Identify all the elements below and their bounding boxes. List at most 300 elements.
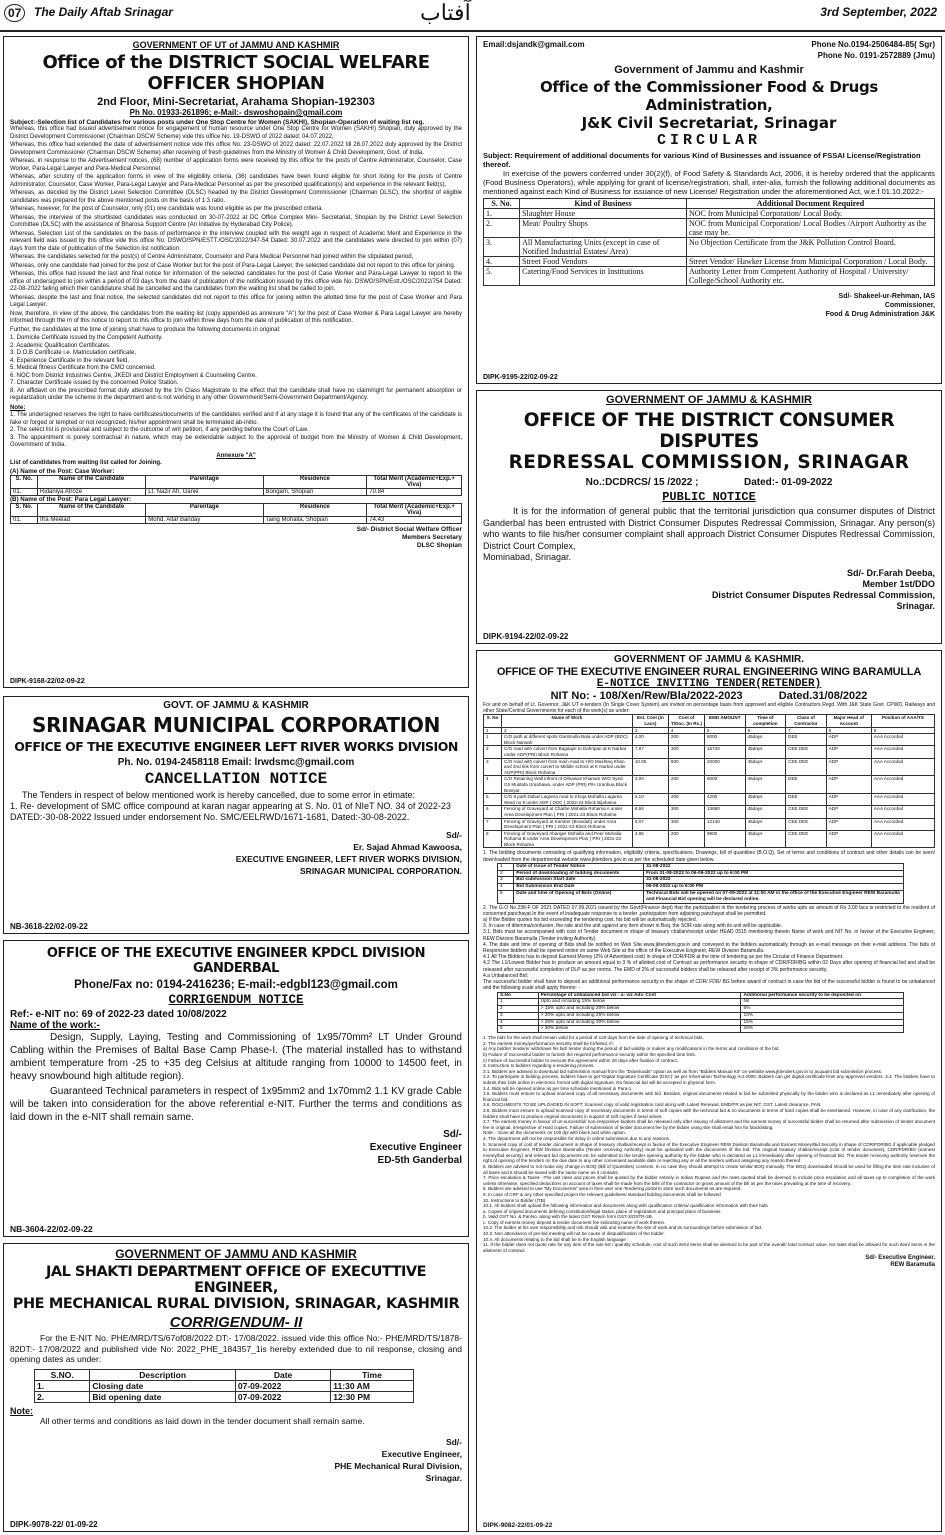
newspaper-logo: آفتاب	[420, 1, 471, 26]
col-header: S. No.	[484, 199, 520, 209]
table-header	[11, 475, 462, 488]
para: Whereas, the candidates selected for the post(s) of Centre Administrator, Counselor and Para Medical Personnel had joined within the stipulated period,	[10, 254, 414, 260]
dipk-number: DIPK-9168-22/02-09-22	[10, 678, 85, 685]
cell: 2.	[484, 219, 520, 238]
cell: 4	[484, 776, 502, 794]
cell: Fencing of Graveyard at Kamber (Brandub) under Area Development Plan ( PRI ) 2021-23 Block Rohama	[502, 818, 633, 830]
ad-body: It is for the information of general public that the territorial jurisdiction qua consumer disputes of District Ganderbal has been entrusted with District Consumer Disputes Redressal Commission, Srinagar. Any person(s) who wants to file his/her consumer complaint shall approach District Consumer Disputes Redressal Commission, District Court Complex,	[483, 506, 935, 551]
cell: 3	[632, 727, 668, 734]
cell: Date and time of Opening of Bids (Online)	[514, 891, 644, 904]
cell: 4.	[484, 257, 520, 267]
ad-office-title: OFFICE OF THE EXECUTIVE ENGINEER KPDCL DIVISION GANDERBAL	[46, 946, 426, 976]
ad-office-title: Office of the DISTRICT SOCIAL WELFARE OFFICER SHOPIAN	[42, 52, 430, 94]
cell: 1	[498, 863, 514, 870]
para: b) Failure of Successful bidder to furnish the required performance security within the specified time limit.	[483, 1052, 696, 1058]
para: 1. The bids for the work shall remain valid for a period of 120 days from the date of opening of technical bids.	[483, 1035, 704, 1041]
list-title: List of candidates from waiting list called for Joining.	[10, 460, 162, 466]
cell: Bid submission Start date	[514, 877, 644, 884]
cell: 4	[668, 727, 704, 734]
para: 1. The bidding documents consisting of qualifying information, eligibility criteria, specifications, Drawings, bill of quantities (B.O.Q), Set of terms and conditions of contract and other details can be seen/ downloaded from the departmental website www.jktenders.gov.in as per the scheduled date given below.	[483, 850, 935, 863]
note-label: Note:	[10, 404, 26, 411]
cell: 45days	[745, 746, 786, 758]
doc-item: 8. An affidavit on the prescribed format duly attested by the 1% Class Magistrate to the effect that the candidate shall have no claim/right for permanent absorption or regularization under the scheme in the department and is not working in any other Government/Semi-Government Department/Agency.	[10, 387, 462, 401]
post-b-label: (B) Name of the Post: Para Legal Lawyer:	[10, 495, 132, 503]
cell: From 31-08-2022 to 06-09-2022 up to 6:00 PM	[644, 870, 904, 877]
ad-notice-title: CORRIGENDUM NOTICE	[168, 993, 304, 1007]
terms-section-a	[483, 905, 935, 992]
ad-notice-title: CANCELLATION NOTICE	[144, 770, 328, 788]
doc-item: 6. NOC from District Industries Centre, JKEDI and District Employment & Counseling Centre.	[10, 372, 257, 379]
cell: AAA Accorded	[871, 794, 934, 806]
ad-contact: Phone/Fax no: 0194-2416236; E-mail:-edgbl123@gmail.com	[74, 979, 398, 991]
unbalanced-bid-table	[497, 992, 904, 1034]
cell: 4	[498, 884, 514, 891]
newspaper-name: The Daily Aftab Srinagar	[34, 5, 173, 19]
signature-line: Sd/-	[445, 1436, 462, 1447]
cell: Upto and including 15% below	[538, 999, 741, 1006]
cell: CEE DEE	[786, 818, 827, 830]
cell: Bongam, Shopian	[263, 488, 367, 495]
col-header: S.No	[498, 992, 539, 999]
para: Whereas, after scrutiny of the application forms in view of the eligibility criteria, (36) candidates have been found eligible for short listing for the posts of Centre Administrator, Counselor, Case Worker, Para-Legal Lawyer and Para-Medical Personnel as per the prescribed qualification(s) and experience in the relevant field(s),	[10, 174, 462, 188]
business-table	[483, 198, 935, 286]
dipk-number: NB-3618-22/02-09-22	[10, 922, 88, 931]
ad-reference	[483, 477, 935, 488]
table-row	[484, 727, 935, 734]
cell: 6.94	[632, 806, 668, 818]
cell: 5.	[484, 267, 520, 286]
cell: Fencing of Graveyard Ahanger Mohalla and Peer Mohalla Rohama B under Area Development Plan ( PRI ) 2021-23 Block Rohama	[502, 830, 633, 848]
cell: 6	[745, 727, 786, 734]
ad-gov-line: Government of Jammu and Kashmir	[614, 64, 804, 76]
cell: Mohd. Altaf Banday	[146, 516, 263, 523]
cell: 200	[668, 734, 704, 746]
cell: No Objection Certificate from the J&K Pollution Control Board.	[686, 238, 934, 257]
cell: 3.	[484, 238, 520, 257]
cell: 6	[484, 806, 502, 818]
doc-item: 4. Experience Certificate in the relevant field.	[10, 357, 130, 364]
signature-block	[483, 568, 935, 612]
ref-number: No.:DCDRCS/ 15 /2022 ;	[585, 477, 699, 488]
para: 3.5. Bidders must ensure to upload scanned copy of necessary documents in terms of soft copies with the technical bid & no documents in terms of hard copies shall be entertained. However, in case of any clarification, the bidders shall have to produce original documents in support of soft copies if need arises.	[483, 1108, 935, 1119]
table-row	[484, 746, 935, 758]
para: Whereas, only one candidate had joined for the post of Case Worker but for the post of Para-Legal Lawyer, the selected candidate did not report to this office for joining.	[10, 262, 456, 269]
cell: All Manufacturing Units (except in case of Notified Industrial Estates/ Area)	[520, 238, 687, 257]
table-row	[484, 219, 935, 238]
para: 10.4. All documents relating to the bid shall be in the English language	[483, 1236, 626, 1242]
col-header: Major Head of Account	[826, 715, 871, 727]
cell: 2	[498, 870, 514, 877]
para: Whereas, despite the last and final notice, the selected candidates did not report to this office for joining within the allotted time for the post of Case Worker and Para Legal Lawyer.	[10, 294, 462, 308]
signature-line: Srinagar.	[425, 1472, 462, 1483]
cell: 15%	[741, 1019, 903, 1026]
cell: C/O road with culvert from Bagdajie to Dahripan at K Narbal under ADP(PRI) Block Rohama	[502, 746, 633, 758]
cell: CEE DEE	[786, 806, 827, 818]
cell: Catering/Food Services in Institutions	[520, 267, 687, 286]
ad-contact: Ph No. 01933-261896; e-Mail:- dswoshopain@gmail.com	[129, 108, 343, 117]
cell: 4	[498, 1019, 539, 1026]
cell: NOC from Municipal Corporation/ Local Body.	[686, 209, 934, 219]
para: 10.3. Non attendance of pre-bid meeting will not be cause of disqualification of the bidder.	[483, 1231, 665, 1237]
para: b. Valid GST No. & PanNo. along with the latest GST Return form GST-3/GSTR-3B.	[483, 1214, 654, 1220]
col-header: S. No	[484, 715, 502, 727]
cell: 2	[484, 746, 502, 758]
table-row	[484, 257, 935, 267]
table-row	[11, 488, 462, 495]
note-text: All other terms and conditions as laid down in the tender document shall remain same.	[40, 1415, 365, 1426]
signature-line: Sd/-	[445, 830, 462, 840]
table-row	[498, 1026, 904, 1033]
cell: 13880	[704, 806, 745, 818]
cell: 31-08-2022	[644, 877, 904, 884]
ad-dswo-shopian	[3, 36, 469, 688]
table-header	[484, 715, 935, 727]
cell: 1	[498, 999, 539, 1006]
ad-office-title: PHE MECHANICAL RURAL DIVISION, SRINAGAR, KASHMIR	[12, 1296, 460, 1312]
ad-subject: Subject:-Selection list of Candidates for various posts under One Stop Centre for Women (SAKHI), Shopian-Operation of waiting list reg.	[10, 119, 425, 126]
cell: ADP	[826, 830, 871, 848]
note-item: 3. The appointment is purely contractual in nature, which may be extendable subject to the approval of budget from the Ministry of Women & Child Development, Government of India.	[10, 434, 462, 448]
para: 4.1 All The Bidders has to deposit Earnest Money (2% of Advertised cost) in shape of CDR/FDR at the time of tendering as per the Circular of Finance Department.	[483, 954, 844, 961]
ad-notice-title: CIRCULAR	[656, 132, 761, 149]
ad-body: The Tenders in respect of below mentioned work is hereby cancelled, due to some error in etimate:	[22, 790, 416, 800]
cell: Bid Submission End Date	[514, 884, 644, 891]
col-header: Position of AAA/TS	[871, 715, 934, 727]
para: 3. In case of dilemma/confusion, the rate and the unit against any item shown in Boq, the SOR rate along with its unit will be applicable.	[483, 923, 783, 930]
cell: 8	[484, 830, 502, 848]
table-row	[498, 863, 904, 870]
dipk-number: DIPK-9194-22/02-09-22	[483, 632, 569, 641]
para: 3.6. DOCUMENTS TO BE UPLOADED IN SOFT: Scanned copy of valid registration card along with Latest Renewal, EMD/FR as per NIT, GST, Latest clearance, PAN.	[483, 1102, 822, 1108]
col-header: Additional performance security to be deposited on	[741, 992, 903, 999]
para: 4. The department will not be responsible for delay in online submission due to any reasons.	[483, 1135, 671, 1141]
cell: 7	[484, 818, 502, 830]
cell: 45days	[745, 806, 786, 818]
table-row	[498, 870, 904, 877]
ad-intro: For and on behalf of Lt. Governor, J&K UT e-tenders (In Single Cover System) are invited on percentage basis from approved and eligible Contractors Regd. With J&K State Govt. CPWD, Railways and other State/Central Governments for each of the work(s) as under:	[483, 702, 935, 715]
nit-date: Dated.31/08/2022	[778, 690, 868, 702]
cell: DEE	[786, 776, 827, 794]
table-row	[498, 999, 904, 1006]
cell: 7	[786, 727, 827, 734]
cell: 1	[484, 727, 502, 734]
signature-line: Srinagar.	[896, 601, 935, 611]
col-header: EMD AMOUNT	[704, 715, 745, 727]
signature-line: Sd/-	[443, 1129, 462, 1140]
signature-line: Sd/- Shakeel-ur-Rehman, IAS	[838, 293, 935, 300]
cell: 300	[668, 818, 704, 830]
dipk-number: NB-3604-22/02-09-22	[10, 1224, 93, 1234]
table-row	[484, 818, 935, 830]
table-row	[35, 1380, 414, 1391]
cell: ADP	[826, 776, 871, 794]
table-row	[498, 1006, 904, 1013]
signature-line: EXECUTIVE ENGINEER, LEFT RIVER WORKS DIVISION,	[235, 854, 462, 864]
signature-line: Sd/- Dr.Farah Deeba,	[846, 568, 935, 578]
nit-number: NIT No: - 108/Xen/Rew/Bla/2022-2023	[550, 690, 743, 702]
cell: Authority Letter from Competent Authority of Hospital / University/ College/School Authority etc.	[686, 267, 934, 286]
col-header: S. No.	[11, 503, 38, 516]
cell: 5	[498, 891, 514, 904]
table-row	[484, 776, 935, 794]
dipk-number: DIPK-9195-22/02-09-22	[483, 374, 558, 381]
col-header: Description	[90, 1369, 236, 1380]
cell: 600	[668, 758, 704, 776]
para: Whereas, this office had issued advertisement notice for engagement of human resource under One Stop Centre for Women (SAKHI) Shopian, duly approved by the District Development Commissioner (Chairman DSCW Scheme) vide this office No. 19-DSWO of 2022 dated: 04.07.2022,	[10, 126, 462, 140]
cell: 20000	[704, 758, 745, 776]
cell: CEE DEE	[786, 758, 827, 776]
table-row	[11, 516, 462, 523]
table-row	[498, 1012, 904, 1019]
ad-gov-line: GOVT. OF JAMMU & KASHMIR	[163, 700, 309, 711]
table-row	[484, 238, 935, 257]
cell: 300	[668, 746, 704, 758]
cell: 2	[502, 727, 633, 734]
table-row	[484, 806, 935, 818]
cell: AAA Accorded	[871, 830, 934, 848]
para: Whereas, the interview of the shortlisted candidates was conducted on 30-07-2022 at DC Office Complex Mini- Secretariat, Shopian by the District Level Selection Committee (DLSC) with the assistance of Bharosa Support Centre (An Initiative by Hyderabad City Police).	[10, 214, 462, 228]
cell: 6000	[704, 776, 745, 794]
ad-body: Guaranteed Technical parameters in respect of 1x95mm2 and 1x70mm2 1.1 KV grade Cable will be taken into consideration for the above referential e-NIT. Further the terms and conditions as laid down in the e-NIT shall remain same.	[10, 1086, 462, 1123]
cell: 200	[668, 794, 704, 806]
cell: 01.	[11, 488, 38, 495]
cell: DEE	[786, 794, 827, 806]
para: 10.2. The bidder at his own responsibility and risk should visit and examine the site of work and its surroundings before submission of bid.	[483, 1225, 763, 1231]
cell: 1.	[484, 209, 520, 219]
table-row	[484, 734, 935, 746]
cell: AAA Accorded	[871, 758, 934, 776]
cell: AAA Accorded	[871, 806, 934, 818]
cell: C/O 8 path Dabar Lagama road to Khoja Mohalla Lagama Ward no 9 under ADP ( DDC ) 2022-23 Block Bijahama	[502, 794, 633, 806]
cell: ADP	[826, 758, 871, 776]
table-row	[35, 1391, 414, 1402]
cell: > 20% upto and including 25% below	[538, 1012, 741, 1019]
ad-gov-line: GOVERNMENT OF UT of JAMMU AND KASHMIR	[132, 40, 340, 50]
signature-block	[483, 1255, 935, 1269]
cell: 45days	[745, 818, 786, 830]
cell: CEE DEE	[786, 830, 827, 848]
para: a) Any bidder/ tenderer withdraws his bid/ tender during the period of bid validity or makes any modifications in the terms and conditions of the bid.	[483, 1046, 780, 1052]
cell: AAA Accorded	[871, 818, 934, 830]
cell: 5	[498, 1026, 539, 1033]
ad-reference	[483, 690, 935, 702]
cell: 2	[498, 1006, 539, 1013]
ad-jal-shakti-corrigendum	[3, 1243, 469, 1532]
cell: 5%	[741, 1006, 903, 1013]
ad-office-title: OFFICE OF THE EXECUTIVE ENGINEER RURAL ENGINEERING WING BARAMULLA	[496, 666, 922, 678]
col-header: Additional Document Required	[686, 199, 934, 209]
para: Whereas, this office had extended the date of advertisement notice vide this office No. 23-DSWO of 2022 dated: 22.07.2022 till 28.07.2022 duly approved by the District Development Commissioner (Chairman DSCW Scheme) after receiving of fresh guidelines from the Ministry of Women & Child Development, Govt. of India.	[10, 142, 462, 156]
ad-food-drugs-circular	[476, 36, 942, 384]
col-header: S. No.	[11, 475, 38, 488]
para: The successful bidder shall have to deposit an additional performance security in the shape of CDR/ FDR/ BG before award of contract in case the bid of the successful bidder is found to be unbalanced and the following scale shall apply thereto: -	[483, 979, 935, 992]
cell: Slaughter House	[520, 209, 687, 219]
para: 3.7. The earnest money in favour of un-successful/ non-responsive bidders shall be released only after issuing of allotment and the earnest money of successful bidder shall be returned after submission of tender document fee in original, irrespective of Hard copies. Failure of submission of tender document fee by the bidder using site shall entail him for blacklisting.	[483, 1119, 935, 1130]
cell: > 15% upto and including 20% below	[538, 1006, 741, 1013]
cell: 3	[498, 877, 514, 884]
table-header	[11, 503, 462, 516]
doc-item: 1. Domicile Certificate issued by the Competent Authority.	[10, 335, 163, 341]
ad-location: Mominabad, Srinagar.	[483, 552, 572, 562]
work-label: Name of the work:-	[10, 1020, 101, 1031]
ref-date: Dated:- 01-09-2022	[744, 477, 833, 488]
cell: 7.87	[632, 746, 668, 758]
table-row	[498, 1019, 904, 1026]
ad-office-title: JAL SHAKTI DEPARTMENT OFFICE OF EXECUTTIVE ENGINEER,	[46, 1264, 426, 1296]
col-header: Class of Contractor	[786, 715, 827, 727]
cell: > 30% below	[538, 1026, 741, 1033]
cell: 6.07	[632, 818, 668, 830]
col-header: Kind of Business	[520, 199, 687, 209]
ad-notice-title: CORRIGENDUM- II	[169, 1314, 303, 1331]
cell: 45days	[745, 734, 786, 746]
cell: 3.00	[632, 776, 668, 794]
cell: 1	[484, 734, 502, 746]
cell: 3	[484, 758, 502, 776]
signature-line: ED-5th Ganderbal	[377, 1155, 462, 1166]
cell: C/O road with culvert from main road to H/O Mushtaq Khan and 2nd link from culvert to Middle school at K Narbal under ADP(PRI) Block Rohama	[502, 758, 633, 776]
ad-phone: Phone No.0194-2506484-85( Sgr)	[811, 40, 935, 49]
col-header: Total Merit (Academic+Exp.+ Viva)	[367, 475, 462, 488]
ad-notice-title: E-NOTICE INVITING TENDER(RETENDER)	[596, 678, 822, 690]
cell: Lt. Nazir Ah. Ganie	[146, 488, 263, 495]
cell: AAA Accorded	[871, 746, 934, 758]
para: Whereas, Selection List of the candidates on the basis of performance in the interview coupled with the weight age in respect of Academic Merit and Experience in the relevant field was issued by this office vide this office No. DSWO/SPN/ESTT./OSC/2022/347-54 Dated: 30.07.2022 and the candidates were directed to join within (07) days from the date of publication of the Selection list notification.	[10, 230, 462, 252]
ad-reference: Ref:- e-NIT no: 69 of 2022-23 dated 10/08/2022	[10, 1009, 227, 1020]
cell: Street Vendor/ Hawker License from Municipal Corporation / Local Body.	[686, 257, 934, 267]
works-table	[483, 714, 935, 848]
col-header: Time of completion	[745, 715, 786, 727]
cell: Taing Mohalla, Shopian	[263, 516, 367, 523]
para: Further, the candidates at the time of joining shall have to produce the following documents in original:	[10, 326, 281, 333]
ad-gov-line: GOVERNMENT OF JAMMU & KASHMIR	[606, 394, 812, 406]
cell: 31-08-2022	[644, 863, 904, 870]
cell: 4.00	[632, 734, 668, 746]
para: c. Copy of earnest money deposit & tender document fee indicating name of work therein.	[483, 1219, 666, 1225]
col-header: Name of Work	[502, 715, 633, 727]
cell: ADP	[826, 806, 871, 818]
table-row	[498, 884, 904, 891]
signature-line: PHE Mechanical Rural Division,	[334, 1460, 462, 1471]
signature-block	[10, 1436, 462, 1484]
cell: 10%	[741, 1012, 903, 1019]
cell: > 25% upto and including 30% below	[538, 1019, 741, 1026]
table-header	[484, 199, 935, 209]
para: 4.2 The L1/Lowest Bidder has to produce an amount equal to 3 % of allotted cost of Contract as performance security in shape of CDR/FDR/BG within 02 Days after opening of financial bid and shall be released after successful completion of DLP as per norms. The EMD of 2% of successful bidders shall be released after receipt of 3% performance security.	[483, 960, 935, 973]
signature-line: Executive Engineer	[369, 1142, 462, 1153]
table-row	[498, 891, 904, 904]
signature-line: Executive Engineer,	[381, 1448, 462, 1459]
col-header: Name of the Candidate	[38, 503, 146, 516]
para: 5. Scanned copy of cost of tender document in shape of treasury challan/receipt in favour of the Executive Engineer REW Division Baramulla and Earnest Money/Bid Security in shape of CDR/FDR/BG if applicable pledged to Executive Engineer, REW Division Baramulla (Tender receiving Authority) must be uploaded with the documents of the bid. The original treasury challan/receipt (cost of tender document), CDR/FDR/BG (earnest money/bid security) and relevant bid documents etc be submitted to the tender opening authority by the bidder who is declared as L1 immediately after opening of financial bid. The tender receiving authority reserves the right of opening of the tenders on the due date to any other convenient available date or rejecting any or all the tenders without assigning any reason thereof	[483, 1141, 935, 1164]
ad-org-title: SRINAGAR MUNICIPAL CORPORATION	[31, 713, 441, 737]
cell: 4.95	[632, 830, 668, 848]
para: Whereas, this office had issued the last and final notice for information of the selected candidates for the post of Case Worker and Para-Legal Lawyer to report to the office of undersigned to join within a period of 03 days from the date of publication of the notification issued by this office vide No. DSWO/SPN/Estt./OSC/2022/754 Dated: 22-08-2022 failing which their candidature shall be cancelled and the candidates from the waiting list shall be called to join.	[10, 271, 462, 292]
para: 3. Instruction to bidders regarding e-tendering process.	[483, 1063, 595, 1069]
col-header: Residence	[263, 503, 367, 516]
col-header: Est. Cost (in Lacs)	[632, 715, 668, 727]
para: 8. Bidders are advised to use "My Documents" area in their user one-Tendering portal to store such documents as are required.	[483, 1186, 742, 1192]
ad-gov-line: GOVERNMENT OF JAMMU AND KASHMIR	[115, 1247, 357, 1261]
signature-line: Sd/- Executive Engineer.	[865, 1255, 935, 1262]
ad-address: 2nd Floor, Mini-Secretariat, Arahama Shopian-192303	[97, 96, 375, 108]
para: Now, therefore, in view of the above, the candidates from the waiting list (copy appended as annexure "A") for the post of Case Worker & Para Legal Lawyer are hereby informed through the m of this notice to report to this office to join within three days from the date of publication of this notification.	[10, 310, 462, 324]
cell: 07-09-2022	[235, 1391, 330, 1402]
signature-line: DLSC Shopian	[416, 541, 462, 549]
signature-line: Sd/- District Social Welfare Officer	[356, 525, 462, 533]
col-header: Residence	[263, 475, 367, 488]
cell: Nil	[741, 999, 903, 1006]
para: 3.1. Bidders are advised to download bid submission manual from the "Downloads" option as well as from "Bidders Manual Kit" on website www.jktenders.gov.in to acquaint bid submission process.	[483, 1068, 883, 1074]
signature-line: Food & Drug Administration J&K	[825, 311, 935, 318]
schedule-table	[497, 863, 904, 904]
ad-phone: Phone No. 0191-2572889 (Jmu)	[817, 51, 935, 60]
ad-office-title: OFFICE OF THE EXECUTIVE ENGINEER LEFT RIVER WORKS DIVISION	[14, 739, 458, 754]
ad-office-title: REDRESSAL COMMISSION, SRINAGAR	[508, 452, 910, 473]
cell: 8	[826, 727, 871, 734]
cell: 8000	[704, 734, 745, 746]
cell: 9	[871, 727, 934, 734]
note-label: Note:	[10, 1405, 33, 1416]
col-header: S.NO.	[35, 1369, 90, 1380]
ad-subject: Subject: Requirement of additional documents for various Kind of Businesses and issuance of FSSAI License/Registration thereof.	[483, 151, 921, 169]
signature-line: SRINAGAR MUNICIPAL CORPORATION.	[300, 866, 462, 876]
cell: Fencing of Graveyard at Charbe Mohalla Rohama A under Area Development Plan ( PRI ) 2021-23 Block Rohama	[502, 806, 633, 818]
ad-body	[10, 126, 462, 468]
cell: 200	[668, 776, 704, 794]
para: 11. If the bidder does not quote rate for any item of the rate list / quantity schedule, cost of such item/ items shall be deemed to be part of the overall/ total contract value. No rates shall be allowed for such item/ items in the allotment of contract.	[483, 1242, 935, 1253]
cell: 5	[484, 794, 502, 806]
cell: 300	[668, 806, 704, 818]
table-row	[484, 209, 935, 219]
cell: Ridaniya Afroze	[38, 488, 146, 495]
dates-table	[34, 1369, 414, 1403]
para: 3.1. Bids must be accompanied with cost of Tender document in shape of treasury challan/receipt under HEAD 0515 mentioning therein Name of work and NIT No. in favour of the Executive Engineer, REW Division Baramulla (Tender inviting Authority).	[483, 929, 935, 942]
para: 4.a Unbalanced Bid:	[483, 972, 529, 979]
cell: Ifra Meelad	[38, 516, 146, 523]
ad-rew-baramulla-tender	[476, 650, 942, 1532]
para: a) If the Bidder quotes his bid exceeding the tendering cost, his bid will be automatically rejected.	[483, 917, 698, 924]
cell: AAA Accorded	[871, 734, 934, 746]
col-header: Date	[235, 1369, 330, 1380]
cell: 11:30 AM	[331, 1380, 413, 1391]
cell: Street Food Vendors	[520, 257, 687, 267]
cell: Bid opening date	[90, 1391, 236, 1402]
col-header: Name of the Candidate	[38, 475, 146, 488]
cell: CEE DEE	[786, 746, 827, 758]
signature-line: Members Secretary	[402, 533, 462, 541]
candidate-table-b	[10, 503, 462, 524]
ad-email: Email:dsjandk@gmail.com	[483, 40, 585, 49]
signature-block	[10, 829, 462, 877]
col-header: Time	[331, 1369, 413, 1380]
table-row	[484, 267, 935, 286]
col-header: Parentage	[146, 475, 263, 488]
candidate-table-a	[10, 475, 462, 496]
cell: Technical Bids will be opened on 07-09-2022 at 11:00 AM in the office of the Executive Engineer REW Baramulla and Financial Bid opening will be declared online.	[644, 891, 904, 904]
para: 3.5. Bidders must ensure to upload scanned copy of all necessary documents with bid. Besides, original documents related to bid be submitted physically by the bidder who is declared as L1 immediately after opening of financial bid.	[483, 1091, 935, 1102]
cell: 74.43	[367, 516, 462, 523]
signature-line: REW Baramulla	[890, 1262, 935, 1269]
masthead	[0, 0, 945, 32]
col-header: Total Merit (Academic+Exp.+ Viva)	[367, 503, 462, 516]
cell: 2.	[35, 1391, 90, 1402]
cell: ADP	[826, 746, 871, 758]
ad-office-title: Office of the Commissioner Food & Drugs Administration,	[539, 78, 879, 114]
annexure-label: Annexure "A"	[216, 452, 256, 459]
dipk-number: DIPK-9082-22/01-09-22	[483, 1522, 553, 1529]
cell: DEE	[786, 734, 827, 746]
